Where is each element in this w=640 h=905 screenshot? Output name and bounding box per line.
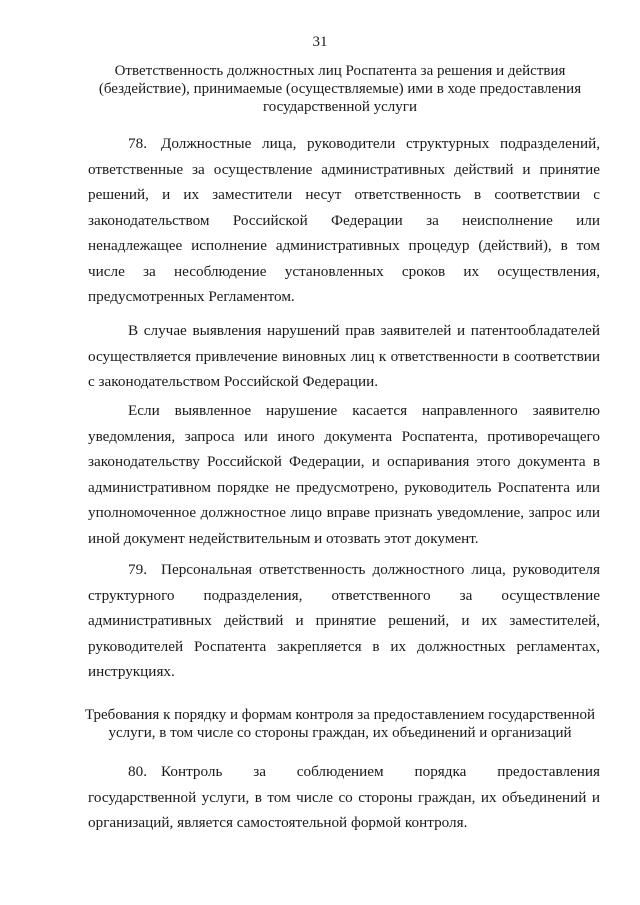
paragraph-text: Контроль за соблюдением порядка предоставления государственной услуги, в том числе со стороны граждан, их объединений и организаций, является самостоятельной формой контроля.	[88, 763, 600, 831]
page-number: 31	[312, 34, 328, 50]
section-heading-responsibility: Ответственность должностных лиц Роспатента за решения и действия (бездействие), принимаемые (осуществляемые) ими в ходе предоставления государственной услуги	[98, 63, 582, 115]
paragraph-number: 80.	[128, 763, 147, 780]
paragraph-violations: В случае выявления нарушений прав заявителей и патентообладателей осуществляется привлечение виновных лиц к ответственности в соответствии с законодательством Российской Федерации.	[88, 322, 600, 390]
paragraph-document-invalidation: Если выявленное нарушение касается направленного заявителю уведомления, запроса или иного документа Роспатента, противоречащего законодательству Российской Федерации, и оспаривания этого документа в административном порядке не предусмотрено, руководитель Роспатента или уполномоченное должностное лицо вправе признать уведомление, запрос или иной документ недействительным и отозвать этот документ.	[88, 402, 600, 547]
section-heading-control: Требования к порядку и формам контроля за предоставлением государственной услуги, в том числе со стороны граждан, их объединений и организаций	[84, 707, 596, 741]
paragraph-80	[88, 759, 600, 836]
paragraph-78	[88, 131, 600, 310]
paragraph-79	[88, 557, 600, 685]
paragraph-text: Должностные лица, руководители структурных подразделений, ответственные за осуществление административных действий и принятие решений, и их заместители несут ответственность в соответствии с законодательством Российской Федерации за неисполнение или ненадлежащее исполнение административных процедур (действий), в том числе за несоблюдение установленных сроков их осуществления, предусмотренных Регламентом.	[88, 135, 600, 305]
paragraph-number: 78.	[128, 135, 147, 152]
paragraph-number: 79.	[128, 561, 147, 578]
paragraph-text: Персональная ответственность должностного лица, руководителя структурного подразделения, ответственного за осуществление административных действий и принятие решений, и их заместителей, руководителей Роспатента закрепляется в их должностных регламентах, инструкциях.	[88, 561, 600, 680]
